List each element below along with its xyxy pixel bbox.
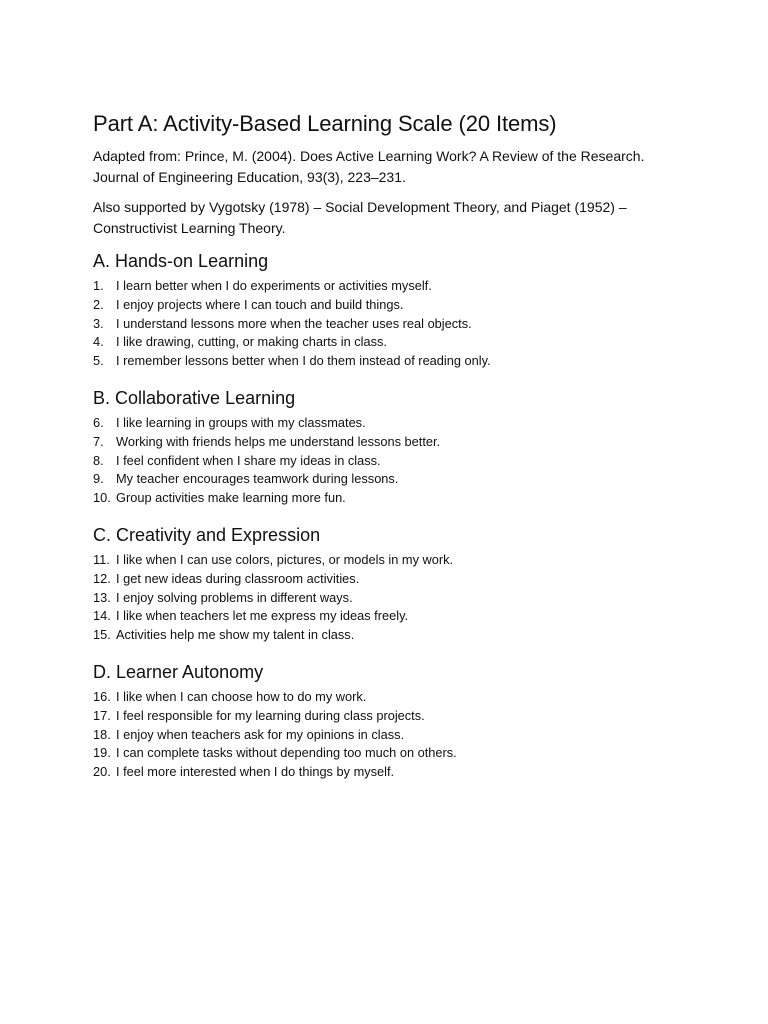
section-collaborative-learning [93,385,693,508]
list-item [93,607,693,626]
list-item [93,277,693,296]
list-item [93,551,693,570]
item-text: I get new ideas during classroom activities. [116,570,360,586]
item-number: 13. [93,589,111,605]
item-text: I enjoy projects where I can touch and build things. [116,296,404,312]
item-text: I learn better when I do experiments or activities myself. [116,278,432,293]
section-heading: C. Creativity and Expression [93,524,321,545]
item-text: Activities help me show my talent in class. [116,627,355,643]
list-item [93,489,693,508]
list-item [93,688,693,707]
item-text: I enjoy solving problems in different ways. [116,589,353,605]
item-text: I like when I can use colors, pictures, or models in my work. [116,551,454,567]
item-number: 14. [93,608,111,624]
item-text: I feel confident when I share my ideas in class. [116,452,381,468]
item-list [93,551,693,645]
list-item [93,763,693,782]
section-heading: B. Collaborative Learning [93,387,296,408]
section-hands-on-learning [93,248,693,371]
item-number: 10. [93,490,111,506]
list-item [93,452,693,471]
item-number: 11. [93,551,110,567]
item-number: 2. [93,296,104,312]
item-text: My teacher encourages teamwork during lessons. [116,471,399,487]
list-item [93,744,693,763]
item-number: 16. [93,688,111,704]
item-number: 3. [93,315,104,331]
list-item [93,414,693,433]
item-number: 4. [93,334,104,350]
item-number: 15. [93,627,111,643]
item-text: I like when I can choose how to do my work. [116,688,367,704]
item-text: I like learning in groups with my classmates. [116,414,366,430]
list-item [93,626,693,645]
citation-paragraph: Adapted from: Prince, M. (2004). Does Active Learning Work? A Review of the Research. Journal of Engineering Education, 93(3), 223–231. [93,148,645,185]
item-text: Group activities make learning more fun. [116,490,346,506]
item-number: 17. [93,707,111,723]
item-text: I like drawing, cutting, or making charts in class. [116,334,387,350]
theory-support-paragraph: Also supported by Vygotsky (1978) – Social Development Theory, and Piaget (1952) – Constructivist Learning Theory. [93,199,627,236]
item-text: I remember lessons better when I do them instead of reading only. [116,353,491,369]
list-item [93,315,693,334]
list-item [93,726,693,745]
item-text: Working with friends helps me understand lessons better. [116,433,441,449]
item-text: I feel more interested when I do things by myself. [116,764,395,780]
item-number: 6. [93,414,104,430]
item-number: 9. [93,471,104,487]
item-list [93,688,693,782]
item-list [93,414,693,508]
item-number: 7. [93,433,104,449]
item-text: I enjoy when teachers ask for my opinions in class. [116,726,405,742]
section-heading: A. Hands-on Learning [93,251,269,271]
item-number: 1. [93,278,104,293]
item-list [93,277,693,371]
list-item [93,570,693,589]
item-number: 12. [93,570,111,586]
list-item [93,433,693,452]
list-item [93,333,693,352]
list-item [93,296,693,315]
list-item [93,352,693,371]
item-text: I like when teachers let me express my ideas freely. [116,608,409,624]
item-number: 19. [93,745,111,761]
list-item [93,470,693,489]
item-text: I feel responsible for my learning during class projects. [116,707,425,723]
section-learner-autonomy [93,659,693,782]
item-text: I understand lessons more when the teacher uses real objects. [116,315,472,331]
section-creativity-expression [93,522,693,645]
section-heading: D. Learner Autonomy [93,661,264,682]
list-item [93,707,693,726]
item-number: 18. [93,726,111,742]
item-number: 5. [93,353,104,369]
list-item [93,589,693,608]
page-title: Part A: Activity-Based Learning Scale (20 Items) [93,111,557,136]
item-number: 20. [93,764,111,780]
item-text: I can complete tasks without depending too much on others. [116,745,457,761]
document-page [93,108,693,782]
item-number: 8. [93,452,104,468]
